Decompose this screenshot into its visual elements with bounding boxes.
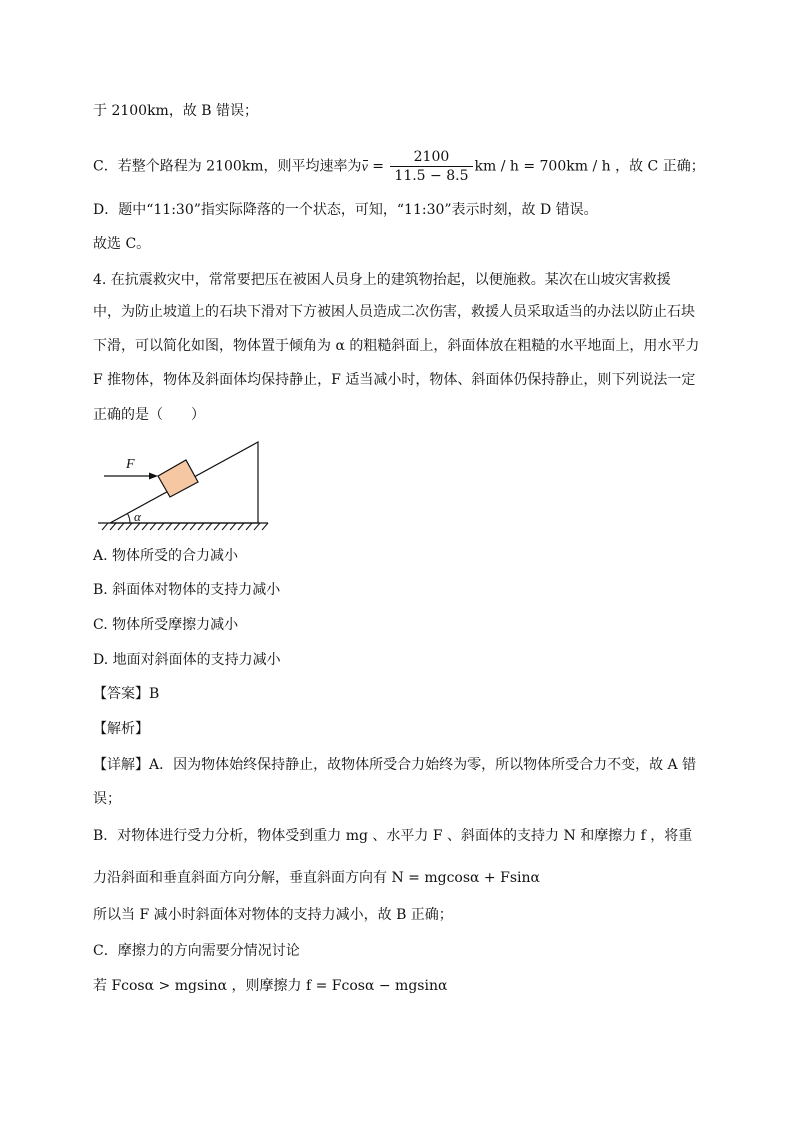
option-c: C. 物体所受摩擦力减小 <box>93 617 239 633</box>
detail-text: 力沿斜面和垂直斜面方向分解，垂直斜面方向有 N = mgcosα + Fsinα <box>93 870 540 886</box>
fraction-numerator: 2100 <box>390 148 472 167</box>
incline-diagram <box>96 438 274 538</box>
question-text: F 推物体，物体及斜面体均保持静止，F 适当减小时，物体、斜面体仍保持静止，则下列说法一定 <box>93 372 696 388</box>
question-text: 下滑，可以简化如图，物体置于倾角为 α 的粗糙斜面上，斜面体放在粗糙的水平地面上，用水平力 <box>93 338 700 354</box>
text-line: 于 2100km，故 B 错误； <box>93 103 259 119</box>
force-arrow-head <box>149 473 158 480</box>
detail-text: C．摩擦力的方向需要分情况讨论 <box>93 943 300 959</box>
angle-label: α <box>134 509 141 524</box>
question-text: 中，为防止坡道上的石块下滑对下方被困人员造成二次伤害，救援人员采取适当的办法以防止石块 <box>93 304 695 320</box>
equals-sign: = <box>367 158 389 175</box>
text-line: D．题中“11:30”指实际降落的一个状态，可知，“11:30”表示时刻，故 D 错误。 <box>93 202 598 218</box>
angle-arc <box>128 514 130 523</box>
answer-label: 【答案】B <box>93 686 160 702</box>
detail-text: 所以当 F 减小时斜面体对物体的支持力减小，故 B 正确； <box>93 907 453 923</box>
option-a: A. 物体所受的合力减小 <box>93 548 239 564</box>
detail-text: 误； <box>93 791 121 807</box>
force-label: F <box>126 457 135 472</box>
text-line: 故选 C。 <box>93 236 151 252</box>
option-d: D. 地面对斜面体的支持力减小 <box>93 652 281 668</box>
question-text: 正确的是（ ） <box>93 407 205 423</box>
analysis-label: 【解析】 <box>93 721 149 737</box>
detail-text: 【详解】A．因为物体始终保持静止，故物体所受合力始终为零，所以物体所受合力不变，故 A 错 <box>93 757 697 773</box>
block <box>158 460 198 497</box>
mean-speed-symbol: v <box>362 158 368 178</box>
formula-line <box>93 148 705 185</box>
detail-text: 若 Fcosα > mgsinα ，则摩擦力 f = Fcosα − mgsinα <box>93 978 448 994</box>
ground-hatching <box>102 523 268 530</box>
text-segment: km / h = 700km / h ，故 C 正确； <box>474 158 705 175</box>
text-segment: C．若整个路程为 2100km，则平均速率为 <box>93 158 362 175</box>
fraction-denominator: 11.5 − 8.5 <box>394 168 469 184</box>
fraction <box>390 148 472 185</box>
question-text: 4. 在抗震救灾中，常常要把压在被困人员身上的建筑物抬起，以便施救。某次在山坡灾害救援 <box>93 272 671 288</box>
option-b: B. 斜面体对物体的支持力减小 <box>93 582 281 598</box>
detail-text: B．对物体进行受力分析，物体受到重力 mg 、水平力 F 、斜面体的支持力 N 和摩擦力 f ，将重 <box>93 828 693 844</box>
